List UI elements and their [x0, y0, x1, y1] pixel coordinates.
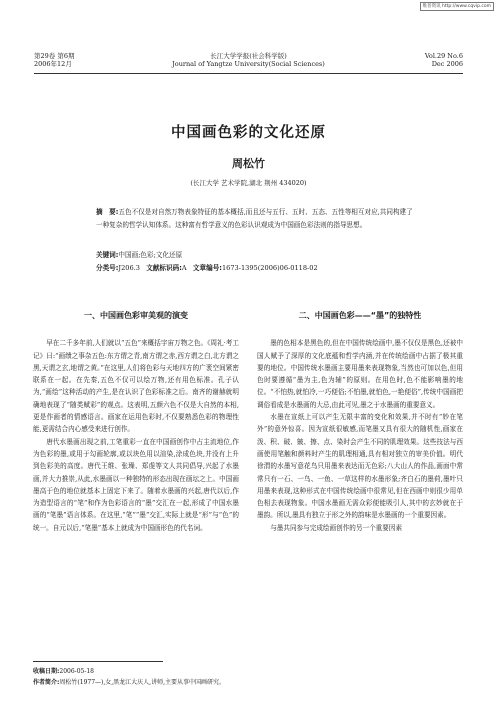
volume-en: Vol.29 No.6: [424, 52, 463, 60]
keywords-text: 中国画;色彩;文化还原: [118, 251, 183, 259]
received-label: 收稿日期:: [33, 668, 60, 675]
abstract-label: 摘 要:: [96, 208, 119, 216]
keywords: [96, 249, 418, 259]
doc-code-label: 文献标识码:: [146, 264, 182, 272]
header-center: [0, 52, 497, 68]
journal-name-en: Journal of Yangtze University(Social Sciences): [172, 60, 325, 68]
doc-code-value: A: [181, 264, 187, 272]
footnote-rule: [33, 661, 163, 662]
author-info-label: 作者简介:: [33, 679, 60, 686]
header-right: [425, 52, 463, 68]
paragraph: 水墨在宣纸上可以产生无限丰富的变化和效果,并不时有“妙在笔外”的意外惊喜。因为宣纸很敏感,而笔墨又具有很大的随机性,画家在泼、积、破、皴、擦、点、染时会产生不同的肌理效果。这些技法与西画使用笔触和颜料时产生的肌理相通,具有相对独立的审美价值。明代徐渭的水墨写意花鸟只用墨来表达而无色彩;八大山人的作品,画面中常常只有一石、一鸟、一鱼、一草这样的水墨形象;齐白石的墨荷,墨叶只用墨来表现,这种形式在中国传统绘画中很常见,但在西画中则很少用单色相去表现物象。中国水墨画无需众彩便能吸引人,其中的玄妙就在于墨韵。所以,墨具有独立于形之外的韵味是水墨画的一个重要因素。: [257, 413, 463, 520]
column-right: [257, 310, 463, 534]
issue-date: 2006年12月: [34, 60, 72, 68]
paragraph: 唐代水墨画出现之前,工笔重彩一直在中国画创作中占主流地位,作为色彩的墨,或用于勾画轮廓,或以块色用以渲染,涂成色块,并没有上升到色彩美的高度。唐代王维、张璪、郑虔等文人共同倡导,兴起了水墨画,并大力推崇,从此,水墨画以一种独特的形态出现在画坛之上。中国画墨高于色的地位就基本上固定下来了。随着水墨画的兴起,唐代以后,作为造型语言的“笔”和作为色彩语言的“墨”交汇在一起,形成了中国水墨画的“笔墨”语言体系。在这里,“笔”“墨”交汇,实际上就是“形”与“色”的统一。自元以后,“笔墨”基本上就成为中国画形色的代名词。: [33, 437, 239, 532]
classification-line: [96, 262, 418, 272]
keywords-label: 关键词:: [96, 251, 119, 259]
watermark-stamp: 维普资讯 http://www.cqvip.com: [420, 2, 494, 11]
header-rule: [34, 73, 463, 74]
received-date: 2006-05-18: [59, 668, 94, 675]
footnote-author: [33, 677, 225, 686]
article-id-value: 1673-1395(2006)06-0118-02: [221, 264, 318, 272]
section-heading: 一、中国画色彩审美观的演变: [84, 311, 188, 320]
article-title: 中国画色彩的文化还原: [171, 125, 326, 141]
section-heading: 二、中国画色彩——“墨”的独特性: [298, 311, 422, 320]
clc-value: J206.3: [118, 264, 140, 272]
date-en: Dec 2006: [431, 60, 463, 68]
paragraph: 与墨共同参与完成绘画创作的另一个重要因素: [270, 523, 403, 532]
footnote-received: [33, 666, 94, 675]
article-id-label: 文章编号:: [192, 264, 222, 272]
clc-label: 分类号:: [96, 264, 119, 272]
journal-name: 长江大学学报(社会科学版): [210, 52, 287, 60]
article-author: 周松竹: [232, 157, 265, 170]
author-info: 周松竹(1977—),女,黑龙江大庆人,讲师,主要从事中国画研究。: [59, 679, 225, 686]
column-left: [33, 310, 239, 534]
paragraph: 早在二千多年前,人们就以“五色”来概括宇宙万物之色。《周礼·考工记》曰:“画缋之事杂五色:东方谓之青,南方谓之赤,西方谓之白,北方谓之黑,天谓之玄,地谓之黄。”在这里,人们将色彩与天地四方的广袤空间紧密联系在一起。在先秦,五色不仅可以绘万物,还有用色标准。孔子认为,“画绘”这种活动的产生,是在认识了色彩标准之后。南齐的谢赫就明确地表现了“随类赋彩”的观点。这表明,五颜六色不仅是大自然的本相,更是作画者的情感语言。画家在运用色彩时,不仅要熟悉色彩的物理性能,更需结合内心感受来进行创作。: [33, 339, 239, 434]
abstract-text: 五色不仅是对自然万物表象特征的基本概括,而且还与五行、五时、五态、五性等相互对应,共同构建了一种复杂的哲学认知体系。这种富有哲学意义的色彩认识观成为中国画色彩法则的指导思想。: [96, 208, 413, 229]
paragraph: 墨的色相本是黑色的,但在中国传统绘画中,墨不仅仅是黑色,还被中国人赋予了深厚的文化底蕴和哲学内涵,并在传统绘画中占据了极其重要的地位。中国传统水墨画主要用墨来表现物象,当然也可加以色,但用色时要遵循“墨为主,色为辅”的原则。在用色时,色不能影响墨的地位。“不怕热,就怕冷,一巧便俗;不怕墨,就怕色,一艳便俗”,传统中国画把调俗看成是水墨画的大忌,由此可见,墨之于水墨画的重要意义。: [257, 339, 463, 409]
author-affiliation: (长江大学 艺术学院,湖北 荆州 434020): [190, 179, 307, 187]
abstract: [96, 206, 418, 232]
issue-number: 第29卷 第6期: [34, 52, 75, 60]
